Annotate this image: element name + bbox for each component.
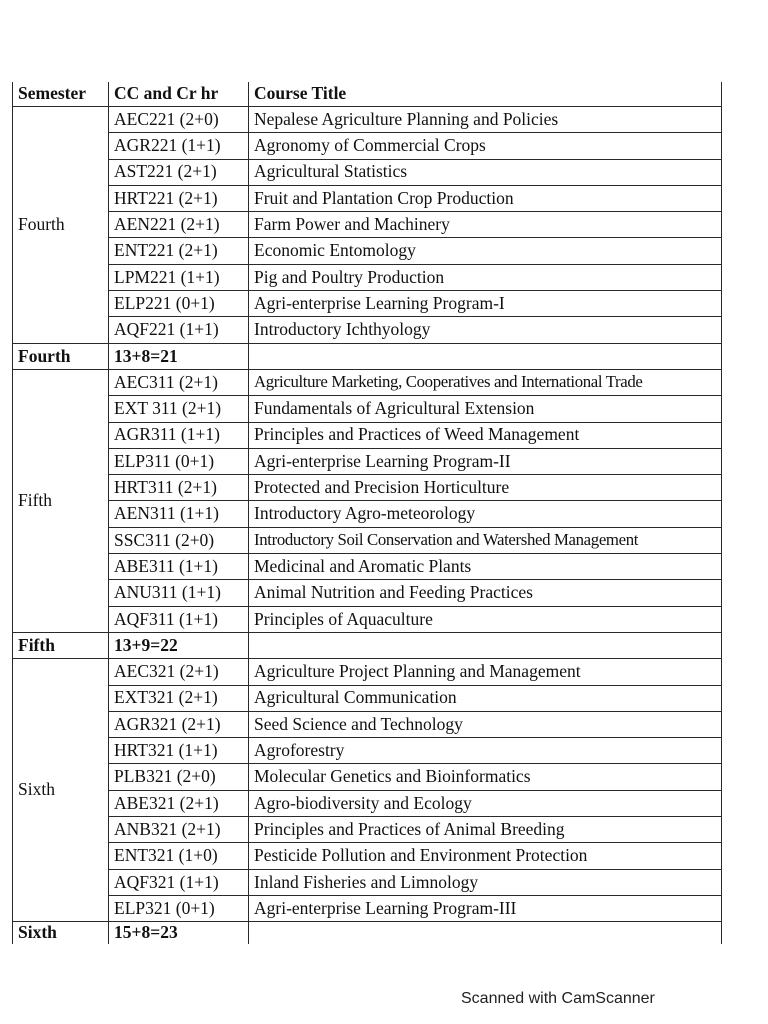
course-title-cell: Pesticide Pollution and Environment Protection (249, 843, 722, 869)
course-code-cell: AGR311 (1+1) (109, 422, 249, 448)
course-code-cell: ELP321 (0+1) (109, 895, 249, 921)
course-title-cell: Nepalese Agriculture Planning and Policies (249, 107, 722, 133)
course-code-cell: SSC311 (2+0) (109, 527, 249, 553)
course-row (13, 212, 722, 238)
course-row (13, 185, 722, 211)
semester-cell: Fifth (13, 369, 109, 632)
course-row (13, 554, 722, 580)
course-code-cell: ELP221 (0+1) (109, 291, 249, 317)
course-code-cell: EXT 311 (2+1) (109, 396, 249, 422)
course-table (12, 82, 722, 944)
course-code-cell: AQF321 (1+1) (109, 869, 249, 895)
course-title-cell: Introductory Soil Conservation and Watershed Management (249, 527, 722, 553)
course-title-cell: Principles of Aquaculture (249, 606, 722, 632)
course-row (13, 790, 722, 816)
course-title-cell: Agriculture Marketing, Cooperatives and International Trade (249, 369, 722, 395)
course-code-cell: AGR321 (2+1) (109, 711, 249, 737)
course-title-cell: Principles and Practices of Animal Breeding (249, 817, 722, 843)
course-code-cell: AEC311 (2+1) (109, 369, 249, 395)
course-row (13, 448, 722, 474)
course-code-cell: ANB321 (2+1) (109, 817, 249, 843)
course-row (13, 764, 722, 790)
course-title-cell: Agricultural Statistics (249, 159, 722, 185)
total-credit-hours: 13+8=21 (109, 343, 249, 369)
semester-total-row (13, 343, 722, 369)
course-row (13, 159, 722, 185)
course-title-cell: Inland Fisheries and Limnology (249, 869, 722, 895)
course-row (13, 501, 722, 527)
total-empty-cell (249, 343, 722, 369)
course-row (13, 422, 722, 448)
course-row (13, 369, 722, 395)
course-title-cell: Molecular Genetics and Bioinformatics (249, 764, 722, 790)
header-row (13, 82, 722, 107)
course-row (13, 264, 722, 290)
course-code-cell: ABE321 (2+1) (109, 790, 249, 816)
course-code-cell: ABE311 (1+1) (109, 554, 249, 580)
course-code-cell: HRT321 (1+1) (109, 738, 249, 764)
total-semester-label: Fifth (13, 632, 109, 658)
course-code-cell: HRT311 (2+1) (109, 475, 249, 501)
total-credit-hours: 13+9=22 (109, 632, 249, 658)
course-code-cell: AQF221 (1+1) (109, 317, 249, 343)
semester-total-row (13, 632, 722, 658)
course-title-cell: Pig and Poultry Production (249, 264, 722, 290)
semester-total-row (13, 922, 722, 945)
course-title-cell: Agronomy of Commercial Crops (249, 133, 722, 159)
course-code-cell: LPM221 (1+1) (109, 264, 249, 290)
course-title-cell: Farm Power and Machinery (249, 212, 722, 238)
course-row (13, 527, 722, 553)
course-code-cell: PLB321 (2+0) (109, 764, 249, 790)
course-row (13, 685, 722, 711)
course-title-cell: Agri-enterprise Learning Program-I (249, 291, 722, 317)
course-row (13, 895, 722, 921)
course-code-cell: EXT321 (2+1) (109, 685, 249, 711)
course-title-cell: Economic Entomology (249, 238, 722, 264)
table-body (13, 82, 722, 944)
course-title-cell: Agriculture Project Planning and Management (249, 659, 722, 685)
camscanner-watermark: Scanned with CamScanner (461, 990, 655, 1007)
course-row (13, 580, 722, 606)
course-row (13, 475, 722, 501)
course-row (13, 396, 722, 422)
course-row (13, 843, 722, 869)
course-title-cell: Agroforestry (249, 738, 722, 764)
semester-cell: Fourth (13, 107, 109, 344)
course-title-cell: Fundamentals of Agricultural Extension (249, 396, 722, 422)
course-title-cell: Introductory Agro-meteorology (249, 501, 722, 527)
course-title-cell: Agro-biodiversity and Ecology (249, 790, 722, 816)
course-row (13, 291, 722, 317)
course-code-cell: AEN221 (2+1) (109, 212, 249, 238)
course-code-cell: AEC321 (2+1) (109, 659, 249, 685)
header-cc-cr-hr: CC and Cr hr (109, 82, 249, 107)
course-code-cell: ELP311 (0+1) (109, 448, 249, 474)
header-semester: Semester (13, 82, 109, 107)
course-code-cell: AEC221 (2+0) (109, 107, 249, 133)
course-row (13, 659, 722, 685)
course-code-cell: AGR221 (1+1) (109, 133, 249, 159)
course-title-cell: Introductory Ichthyology (249, 317, 722, 343)
course-title-cell: Protected and Precision Horticulture (249, 475, 722, 501)
course-code-cell: ENT321 (1+0) (109, 843, 249, 869)
course-row (13, 738, 722, 764)
course-row (13, 133, 722, 159)
course-code-cell: ENT221 (2+1) (109, 238, 249, 264)
course-code-cell: AEN311 (1+1) (109, 501, 249, 527)
course-row (13, 238, 722, 264)
course-row (13, 869, 722, 895)
course-code-cell: AQF311 (1+1) (109, 606, 249, 632)
total-semester-label: Sixth (13, 922, 109, 945)
total-empty-cell (249, 632, 722, 658)
total-credit-hours: 15+8=23 (109, 922, 249, 945)
course-row (13, 606, 722, 632)
course-code-cell: HRT221 (2+1) (109, 185, 249, 211)
course-title-cell: Agricultural Communication (249, 685, 722, 711)
course-row (13, 107, 722, 133)
course-title-cell: Principles and Practices of Weed Management (249, 422, 722, 448)
course-title-cell: Agri-enterprise Learning Program-II (249, 448, 722, 474)
header-course-title: Course Title (249, 82, 722, 107)
course-title-cell: Fruit and Plantation Crop Production (249, 185, 722, 211)
course-title-cell: Seed Science and Technology (249, 711, 722, 737)
semester-cell: Sixth (13, 659, 109, 922)
total-semester-label: Fourth (13, 343, 109, 369)
course-title-cell: Agri-enterprise Learning Program-III (249, 895, 722, 921)
course-row (13, 317, 722, 343)
total-empty-cell (249, 922, 722, 945)
course-title-cell: Medicinal and Aromatic Plants (249, 554, 722, 580)
course-row (13, 711, 722, 737)
course-code-cell: ANU311 (1+1) (109, 580, 249, 606)
course-title-cell: Animal Nutrition and Feeding Practices (249, 580, 722, 606)
course-code-cell: AST221 (2+1) (109, 159, 249, 185)
course-row (13, 817, 722, 843)
